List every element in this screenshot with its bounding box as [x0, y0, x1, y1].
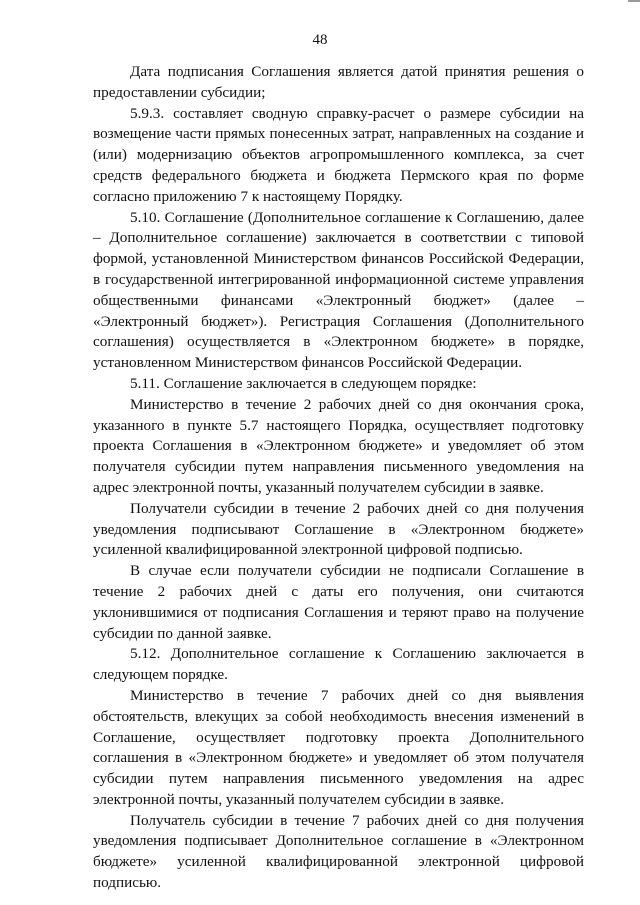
document-text — [93, 62, 584, 894]
paragraph-ministry-amendment-prep: Министерство в течение 7 рабочих дней со дня выявления обстоятельств, влекущих за собой необходимость внесения изменений в Соглашение, осуществляет подготовку проекта Дополнительного соглашения в «Электронном бюджете» и уведомляет об этом получателя субсидии путем направления письменного уведомления на адрес электронной почты, указанный получателем субсидии в заявке. — [93, 686, 584, 808]
paragraph-signing-date: Дата подписания Соглашения является датой принятия решения о предоставлении субсидии; — [93, 63, 584, 101]
scan-edge-mark — [628, 0, 640, 2]
paragraph-5-12: 5.12. Дополнительное соглашение к Соглашению заключается в следующем порядке. — [93, 645, 584, 684]
paragraph-ministry-agreement-prep: Министерство в течение 2 рабочих дней со дня окончания срока, указанного в пункте 5.7 настоящего Порядка, осуществляет подготовку проекта Соглашения в «Электронном бюджете» и уведомляет об этом получателя субсидии путем направления письменного уведомления на адрес электронной почты, указанный получателем субсидии в заявке. — [93, 395, 584, 496]
paragraph-recipient-signs-amendment: Получатель субсидии в течение 7 рабочих дней со дня получения уведомления подписывает Дополнительное соглашение в «Электронном бюджете» усиленной квалифицированной электронной цифровой подписью. — [93, 811, 584, 892]
paragraph-recipients-sign: Получатели субсидии в течение 2 рабочих дней со дня получения уведомления подписывают Соглашение в «Электронном бюджете» усиленной квалифицированной электронной цифровой подписью. — [93, 499, 584, 559]
paragraph-5-11: 5.11. Соглашение заключается в следующем порядке: — [130, 374, 477, 392]
paragraph-5-10: 5.10. Соглашение (Дополнительное соглашение к Соглашению, далее – Дополнительное соглашение) заключается в соответствии с типовой формой, установленной Министерством финансов Российской Федерации, в государственной интегрированной информационной системе управления общественными финансами «Электронный бюджет» (далее – «Электронный бюджет»). Регистрация Соглашения (Дополнительного соглашения) осуществляется в «Электронном бюджете» в порядке, установленном Министерством финансов Российской Федерации. — [93, 208, 584, 372]
paragraph-unsigned-case: В случае если получатели субсидии не подписали Соглашение в течение 2 рабочих дней с даты его получения, они считаются уклонившимися от подписания Соглашения и теряют право на получение субсидии по данной заявке. — [93, 562, 584, 642]
page-number: 48 — [312, 32, 328, 48]
paragraph-5-9-3: 5.9.3. составляет сводную справку-расчет о размере субсидии на возмещение части прямых понесенных затрат, направленных на создание и (или) модернизацию объектов агропромышленного комплекса, за счет средств федерального бюджета и бюджета Пермского края по форме согласно приложению 7 к настоящему Порядку. — [93, 104, 584, 205]
